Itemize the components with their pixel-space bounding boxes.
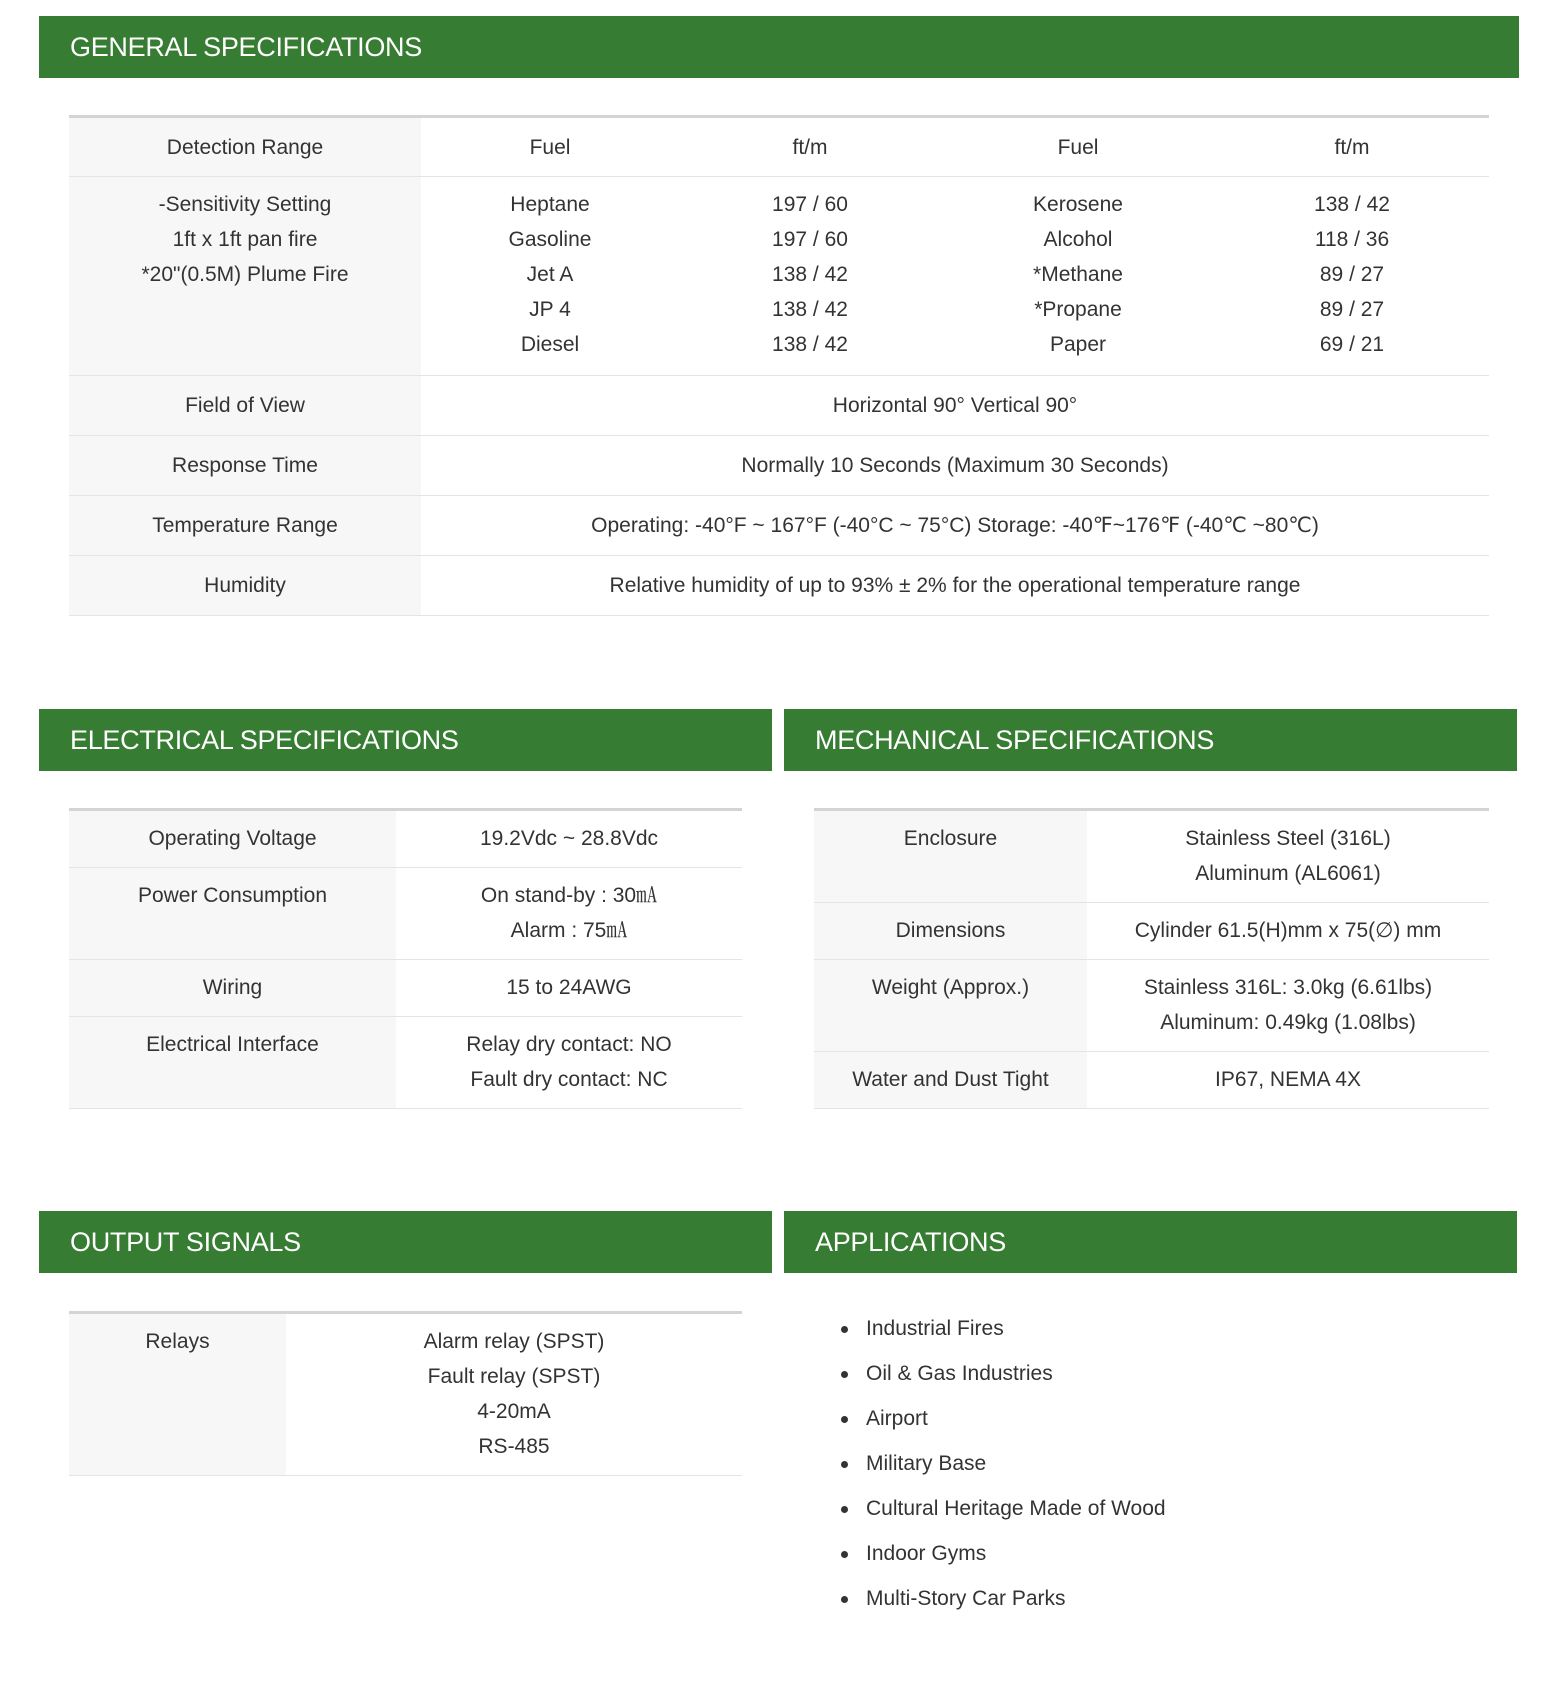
dimensions-row bbox=[814, 903, 1489, 960]
electrical-specifications-title: ELECTRICAL SPECIFICATIONS bbox=[70, 725, 459, 755]
fuel-header-2: Fuel bbox=[941, 117, 1215, 177]
ftm-value: 69 / 21 bbox=[1319, 333, 1385, 356]
applications-header bbox=[784, 1211, 1517, 1273]
spec-value: Relay dry contact: NO Fault dry contact: NC bbox=[396, 1017, 742, 1109]
ftm-value: 197 / 60 bbox=[772, 228, 848, 251]
general-specifications-header bbox=[39, 16, 1519, 78]
ftm-column-a bbox=[679, 177, 941, 376]
ftm-header-1: ft/m bbox=[679, 117, 941, 177]
temperature-range-row bbox=[69, 496, 1489, 556]
ftm-value: 138 / 42 bbox=[1314, 193, 1390, 216]
spec-value: 19.2Vdc ~ 28.8Vdc bbox=[396, 810, 742, 868]
spec-value: Stainless Steel (316L) Aluminum (AL6061) bbox=[1087, 810, 1489, 903]
spec-label: Dimensions bbox=[814, 903, 1087, 960]
output-signals-header bbox=[39, 1211, 772, 1273]
power-consumption-row bbox=[69, 868, 742, 960]
spec-label: Weight (Approx.) bbox=[814, 960, 1087, 1052]
ftm-value: 89 / 27 bbox=[1319, 298, 1385, 321]
ftm-value: 89 / 27 bbox=[1319, 263, 1385, 286]
detection-range-values-row bbox=[69, 177, 1489, 376]
list-item: Indoor Gyms bbox=[836, 1531, 1436, 1576]
fuel-name: *Methane bbox=[1033, 263, 1123, 286]
spec-label: Water and Dust Tight bbox=[814, 1052, 1087, 1109]
ftm-value: 138 / 42 bbox=[772, 298, 848, 321]
fuel-column-a bbox=[421, 177, 679, 376]
spec-value: Normally 10 Seconds (Maximum 30 Seconds) bbox=[421, 436, 1489, 496]
list-item: Industrial Fires bbox=[836, 1306, 1436, 1351]
enclosure-row bbox=[814, 810, 1489, 903]
fuel-column-b bbox=[941, 177, 1215, 376]
electrical-specifications-table bbox=[69, 808, 742, 1109]
list-item: Military Base bbox=[836, 1441, 1436, 1486]
electrical-interface-row bbox=[69, 1017, 742, 1109]
humidity-row bbox=[69, 556, 1489, 616]
list-item: Oil & Gas Industries bbox=[836, 1351, 1436, 1396]
sensitivity-line: *20"(0.5M) Plume Fire bbox=[141, 263, 349, 286]
spec-label: Field of View bbox=[69, 376, 421, 436]
fuel-header-1: Fuel bbox=[421, 117, 679, 177]
spec-value: Alarm relay (SPST) Fault relay (SPST) 4-20mA RS-485 bbox=[286, 1313, 742, 1476]
sensitivity-line: 1ft x 1ft pan fire bbox=[172, 228, 318, 251]
spec-label: Power Consumption bbox=[69, 868, 396, 960]
sensitivity-setting-cell bbox=[69, 177, 421, 376]
general-specifications-title: GENERAL SPECIFICATIONS bbox=[70, 32, 422, 62]
fuel-name: *Propane bbox=[1034, 298, 1122, 321]
spec-label: Humidity bbox=[69, 556, 421, 616]
spec-label: Electrical Interface bbox=[69, 1017, 396, 1109]
applications-title: APPLICATIONS bbox=[815, 1227, 1006, 1257]
spec-label: Relays bbox=[69, 1313, 286, 1476]
fuel-name: Jet A bbox=[526, 263, 574, 286]
electrical-specifications-header bbox=[39, 709, 772, 771]
fuel-name: Paper bbox=[1049, 333, 1107, 356]
fuel-name: Kerosene bbox=[1033, 193, 1123, 216]
fuel-name: Alcohol bbox=[1043, 228, 1113, 251]
spec-value: 15 to 24AWG bbox=[396, 960, 742, 1017]
output-signals-table bbox=[69, 1311, 742, 1476]
spec-label: Temperature Range bbox=[69, 496, 421, 556]
spec-value: Stainless 316L: 3.0kg (6.61lbs) Aluminum: 0.49kg (1.08lbs) bbox=[1087, 960, 1489, 1052]
ftm-value: 138 / 42 bbox=[772, 333, 848, 356]
spec-value: IP67, NEMA 4X bbox=[1087, 1052, 1489, 1109]
fuel-name: JP 4 bbox=[529, 298, 571, 321]
list-item: Multi-Story Car Parks bbox=[836, 1576, 1436, 1621]
fuel-name: Heptane bbox=[510, 193, 590, 216]
spec-value: Relative humidity of up to 93% ± 2% for the operational temperature range bbox=[421, 556, 1489, 616]
response-time-row bbox=[69, 436, 1489, 496]
spec-value: Operating: -40°F ~ 167°F (-40°C ~ 75°C) Storage: -40℉~176℉ (-40℃ ~80℃) bbox=[421, 496, 1489, 556]
sensitivity-line: -Sensitivity Setting bbox=[158, 193, 332, 216]
spec-label: Enclosure bbox=[814, 810, 1087, 903]
ftm-header-2: ft/m bbox=[1215, 117, 1489, 177]
bullet-icon bbox=[841, 1371, 848, 1378]
water-dust-tight-row bbox=[814, 1052, 1489, 1109]
list-item: Airport bbox=[836, 1396, 1436, 1441]
list-item: Cultural Heritage Made of Wood bbox=[836, 1486, 1436, 1531]
bullet-icon bbox=[841, 1326, 848, 1333]
mechanical-specifications-table bbox=[814, 808, 1489, 1109]
detection-range-label: Detection Range bbox=[69, 117, 421, 177]
spec-label: Operating Voltage bbox=[69, 810, 396, 868]
spec-label: Response Time bbox=[69, 436, 421, 496]
bullet-icon bbox=[841, 1506, 848, 1513]
mechanical-specifications-title: MECHANICAL SPECIFICATIONS bbox=[815, 725, 1215, 755]
bullet-icon bbox=[841, 1416, 848, 1423]
wiring-row bbox=[69, 960, 742, 1017]
fuel-name: Diesel bbox=[520, 333, 580, 356]
bullet-icon bbox=[841, 1461, 848, 1468]
relays-row bbox=[69, 1313, 742, 1476]
general-specifications-table bbox=[69, 115, 1489, 616]
field-of-view-row bbox=[69, 376, 1489, 436]
ftm-value: 118 / 36 bbox=[1314, 228, 1390, 251]
weight-row bbox=[814, 960, 1489, 1052]
bullet-icon bbox=[841, 1551, 848, 1558]
output-signals-title: OUTPUT SIGNALS bbox=[70, 1227, 301, 1257]
applications-list bbox=[836, 1306, 1436, 1621]
detection-range-header-row bbox=[69, 117, 1489, 177]
ftm-column-b bbox=[1215, 177, 1489, 376]
spec-value: Cylinder 61.5(H)mm x 75(∅) mm bbox=[1087, 903, 1489, 960]
mechanical-specifications-header bbox=[784, 709, 1517, 771]
spec-value: Horizontal 90° Vertical 90° bbox=[421, 376, 1489, 436]
bullet-icon bbox=[841, 1596, 848, 1603]
fuel-name: Gasoline bbox=[508, 228, 592, 251]
spec-value: On stand-by : 30㎃ Alarm : 75㎃ bbox=[396, 868, 742, 960]
spec-label: Wiring bbox=[69, 960, 396, 1017]
operating-voltage-row bbox=[69, 810, 742, 868]
ftm-value: 197 / 60 bbox=[772, 193, 848, 216]
ftm-value: 138 / 42 bbox=[772, 263, 848, 286]
